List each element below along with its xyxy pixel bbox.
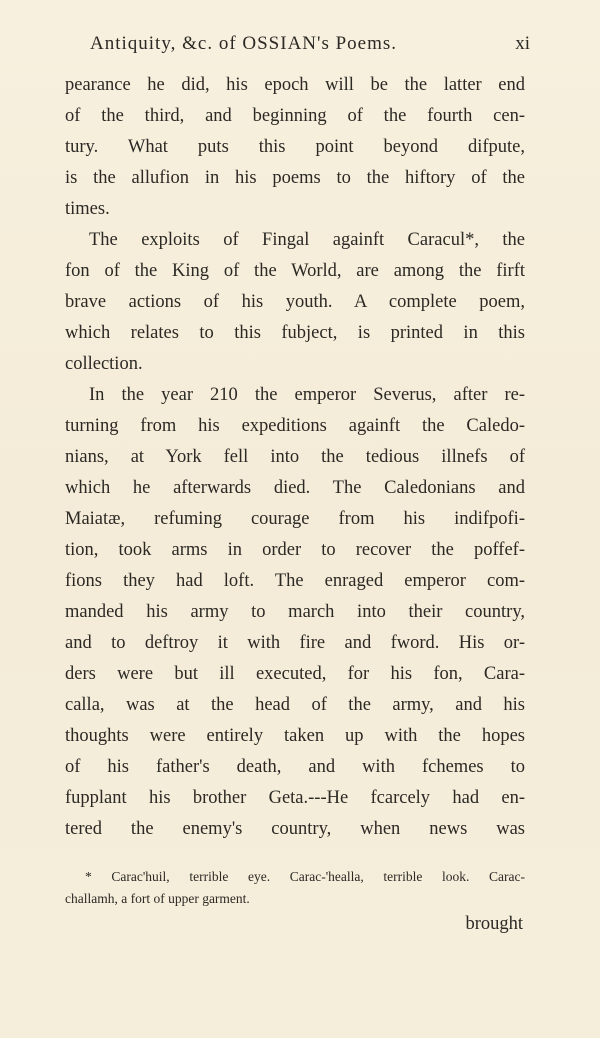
text-line: nians, at York fell into the tedious illnefs of xyxy=(65,447,525,467)
text-line: is the allufion in his poems to the hiftory of the xyxy=(65,168,525,188)
text-line: pearance he did, his epoch will be the latter end xyxy=(65,75,525,95)
text-line: times. xyxy=(65,199,110,219)
running-title: Antiquity, &c. of OSSIAN's Poems. xyxy=(90,33,398,54)
text-line: brave actions of his youth. A complete poem, xyxy=(65,292,525,312)
text-line: The exploits of Fingal againft Caracul*, the xyxy=(89,230,525,250)
text-line: Maiatæ, refuming courage from his indifpofi- xyxy=(65,509,525,529)
body-text xyxy=(65,70,525,845)
text-line: tury. What puts this point beyond difpute, xyxy=(65,137,525,157)
text-line: ders were but ill executed, for his fon, Cara- xyxy=(65,664,525,684)
text-line: thoughts were entirely taken up with the hopes xyxy=(65,726,525,746)
text-line: fupplant his brother Geta.---He fcarcely had en- xyxy=(65,788,525,808)
footnote xyxy=(65,866,525,910)
text-line: tion, took arms in order to recover the poffef- xyxy=(65,540,525,560)
text-line: calla, was at the head of the army, and his xyxy=(65,695,525,715)
running-head xyxy=(90,33,530,61)
text-line: fon of the King of the World, are among the firft xyxy=(65,261,525,281)
text-line: collection. xyxy=(65,354,143,374)
catchword: brought xyxy=(465,914,523,934)
text-line: In the year 210 the emperor Severus, after re- xyxy=(89,385,525,405)
footnote-line: challamh, a fort of upper garment. xyxy=(65,891,250,906)
text-line: turning from his expeditions againft the Caledo- xyxy=(65,416,525,436)
text-line: fions they had loft. The enraged emperor com- xyxy=(65,571,525,591)
text-line: which he afterwards died. The Caledonians and xyxy=(65,478,525,498)
text-line: of his father's death, and with fchemes to xyxy=(65,757,525,777)
text-line: of the third, and beginning of the fourth cen- xyxy=(65,106,525,126)
page-number: xi xyxy=(515,33,530,54)
text-line: which relates to this fubject, is printed in this xyxy=(65,323,525,343)
text-line: tered the enemy's country, when news was xyxy=(65,819,525,839)
text-line: and to deftroy it with fire and fword. His or- xyxy=(65,633,525,653)
text-line: manded his army to march into their country, xyxy=(65,602,525,622)
footnote-line: * Carac'huil, terrible eye. Carac-'healla, terrible look. Carac- xyxy=(85,869,525,884)
